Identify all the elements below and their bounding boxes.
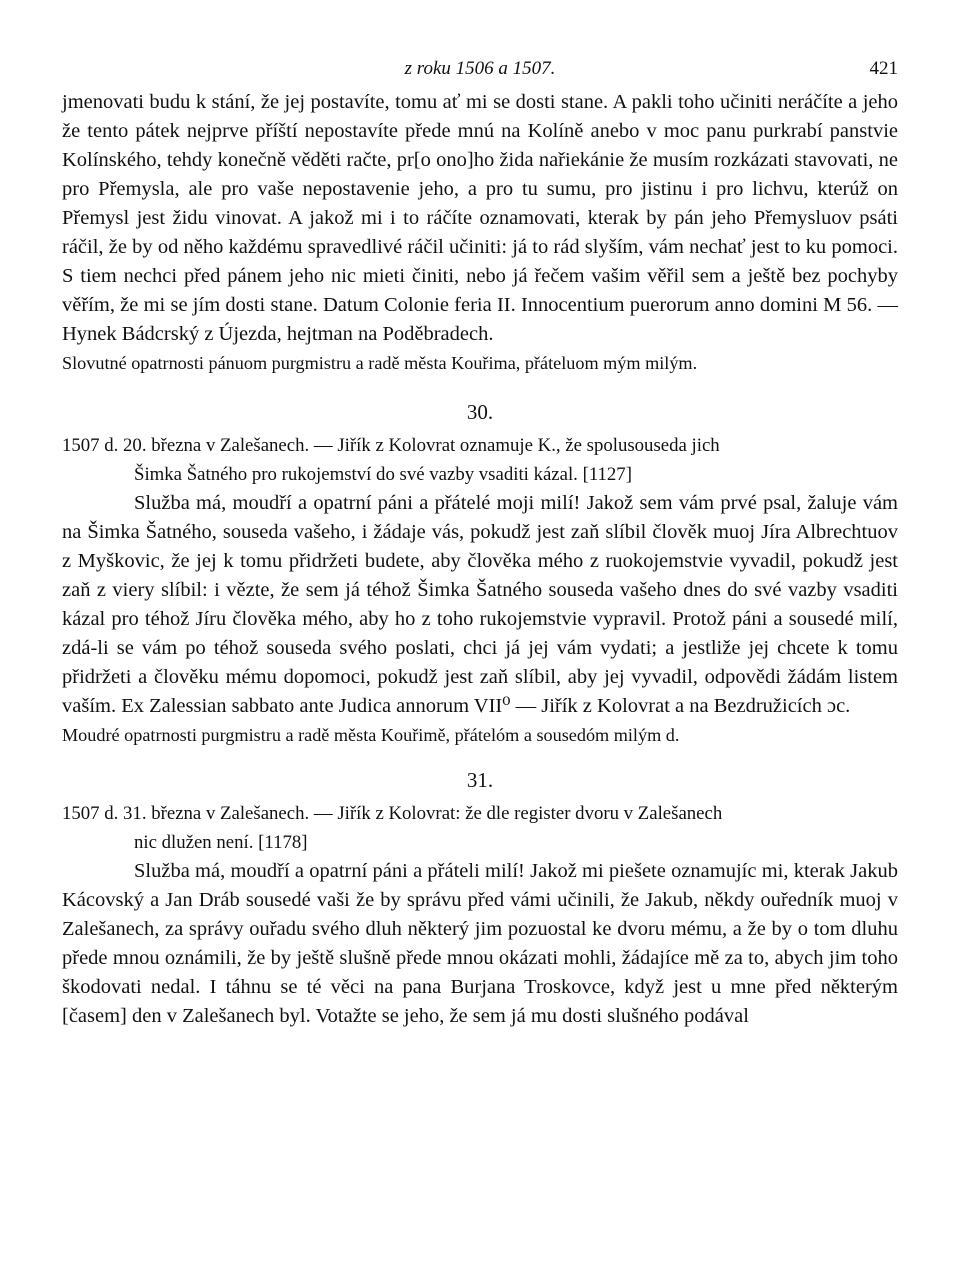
document-number-30: 30.	[466, 400, 494, 424]
page-header	[62, 58, 898, 88]
letter-31-regest-line1: 1507 d. 31. března v Zalešanech. — Jiřík z Kolovrat: že dle register dvoru v Zalešanech	[62, 803, 723, 824]
letter-31-body: Služba má, moudří a opatrní páni a přáteli milí! Jakož mi piešete oznamujíc mi, kterak Jakub Kácovský a Jan Dráb sousedé vaši že by správu před vámi učinili, že Jakub, někdy ouředník muoj v Zalešanech, za správy ouřadu svého dluh některý jim pozuostal ke dvoru mému, a že by o tom dluhu přede mnou oznámili, že by ještě slušně přede mnou okázati mohli, žádajíce mě za to, abych jim toho škodovati nedal. I táhnu se té věci na pana Burjana Troskovce, když jest u mne před některým [časem] den v Zalešanech byl. Votažte se jeho, že sem já mu dosti slušného podával	[62, 860, 898, 1027]
letter-30-regest	[62, 431, 898, 489]
letter-29-body: jmenovati budu k stání, že jej postavíte, tomu ať mi se dosti stane. A pakli toho učiniti neráčíte a jeho že tento pátek nejprve příští nepostavíte přede mnú na Kolíně anebo v moc panu purkrabí panstvie Kolínského, tehdy konečně věděti račte, pr[o ono]ho žida nařiekánie že musím rozkázati stavovati, ne pro Přemysla, ale pro vaše nepostavenie jeho, a pro tu sumu, pro jistinu i pro lichvu, kterúž on Přemysl jest židu vinovat. A jakož mi i to ráčíte oznamovati, kterak by pán jeho Přemysluov psáti ráčil, že by od něho každému spravedlivé ráčil učiniti: já to rád slyším, vám nechať jest to ku pomoci. S tiem nechci před pánem jeho nic mieti činiti, nebo já řečem vašim věřil sem a ještě bez pochyby věřím, že mi se jím dosti stane. Datum Colonie feria II. Innocentium puerorum anno domini M 56. — Hynek Bádcrský z Újezda, hejtman na Poděbradech.	[62, 91, 898, 345]
letter-30-regest-line2: Šimka Šatného pro rukojemství do své vazby vsaditi kázal. [1127]	[134, 464, 632, 485]
document-number-31: 31.	[466, 768, 494, 792]
letter-31-regest-line2: nic dlužen není. [1178]	[134, 832, 308, 853]
letter-30-address: Moudré opatrnosti purgmistru a radě města Kouřimě, přátelóm a sousedóm milým d.	[62, 725, 680, 745]
running-title: z roku 1506 a 1507.	[404, 58, 556, 79]
letter-30-body: Služba má, moudří a opatrní páni a přátelé moji milí! Jakož sem vám prvé psal, žaluje vám na Šimka Šatného, souseda vašeho, i žádaje vás, pokudž jest zaň slíbil člověk muoj Jíra Albrechtuov z Myškovic, že jej k tomu přidržeti budete, aby člověka mého z ruokojemstvie vyvadil, pokudž jest zaň z viery slíbil: i vězte, že sem já téhož Šimka Šatného souseda vašeho dnes do své vazby vsaditi kázal pro téhož Jíru člověka mého, aby ho z toho rukojemstvie vypravil. Protož páni a sousedé milí, zdá-li se vám po téhož souseda svého poslati, chci já jej vám vydati; a jestliže jej chcete k tomu přidržeti a člověku mému dopomoci, pokudž jest zaň slíbil, aby jej vyvadil, odpovědi žádám listem vaším. Ex Zalessian sabbato ante Judica annorum VII⁰ — Jiřík z Kolovrat a na Bezdružicích ɔc.	[62, 492, 898, 717]
letter-29-address: Slovutné opatrnosti pánuom purgmistru a radě města Kouřima, přáteluom mým milým.	[62, 353, 698, 373]
page-number: 421	[869, 58, 898, 79]
letter-31-regest	[62, 799, 898, 857]
letter-30-regest-line1: 1507 d. 20. března v Zalešanech. — Jiřík z Kolovrat oznamuje K., že spolusouseda jich	[62, 435, 720, 456]
